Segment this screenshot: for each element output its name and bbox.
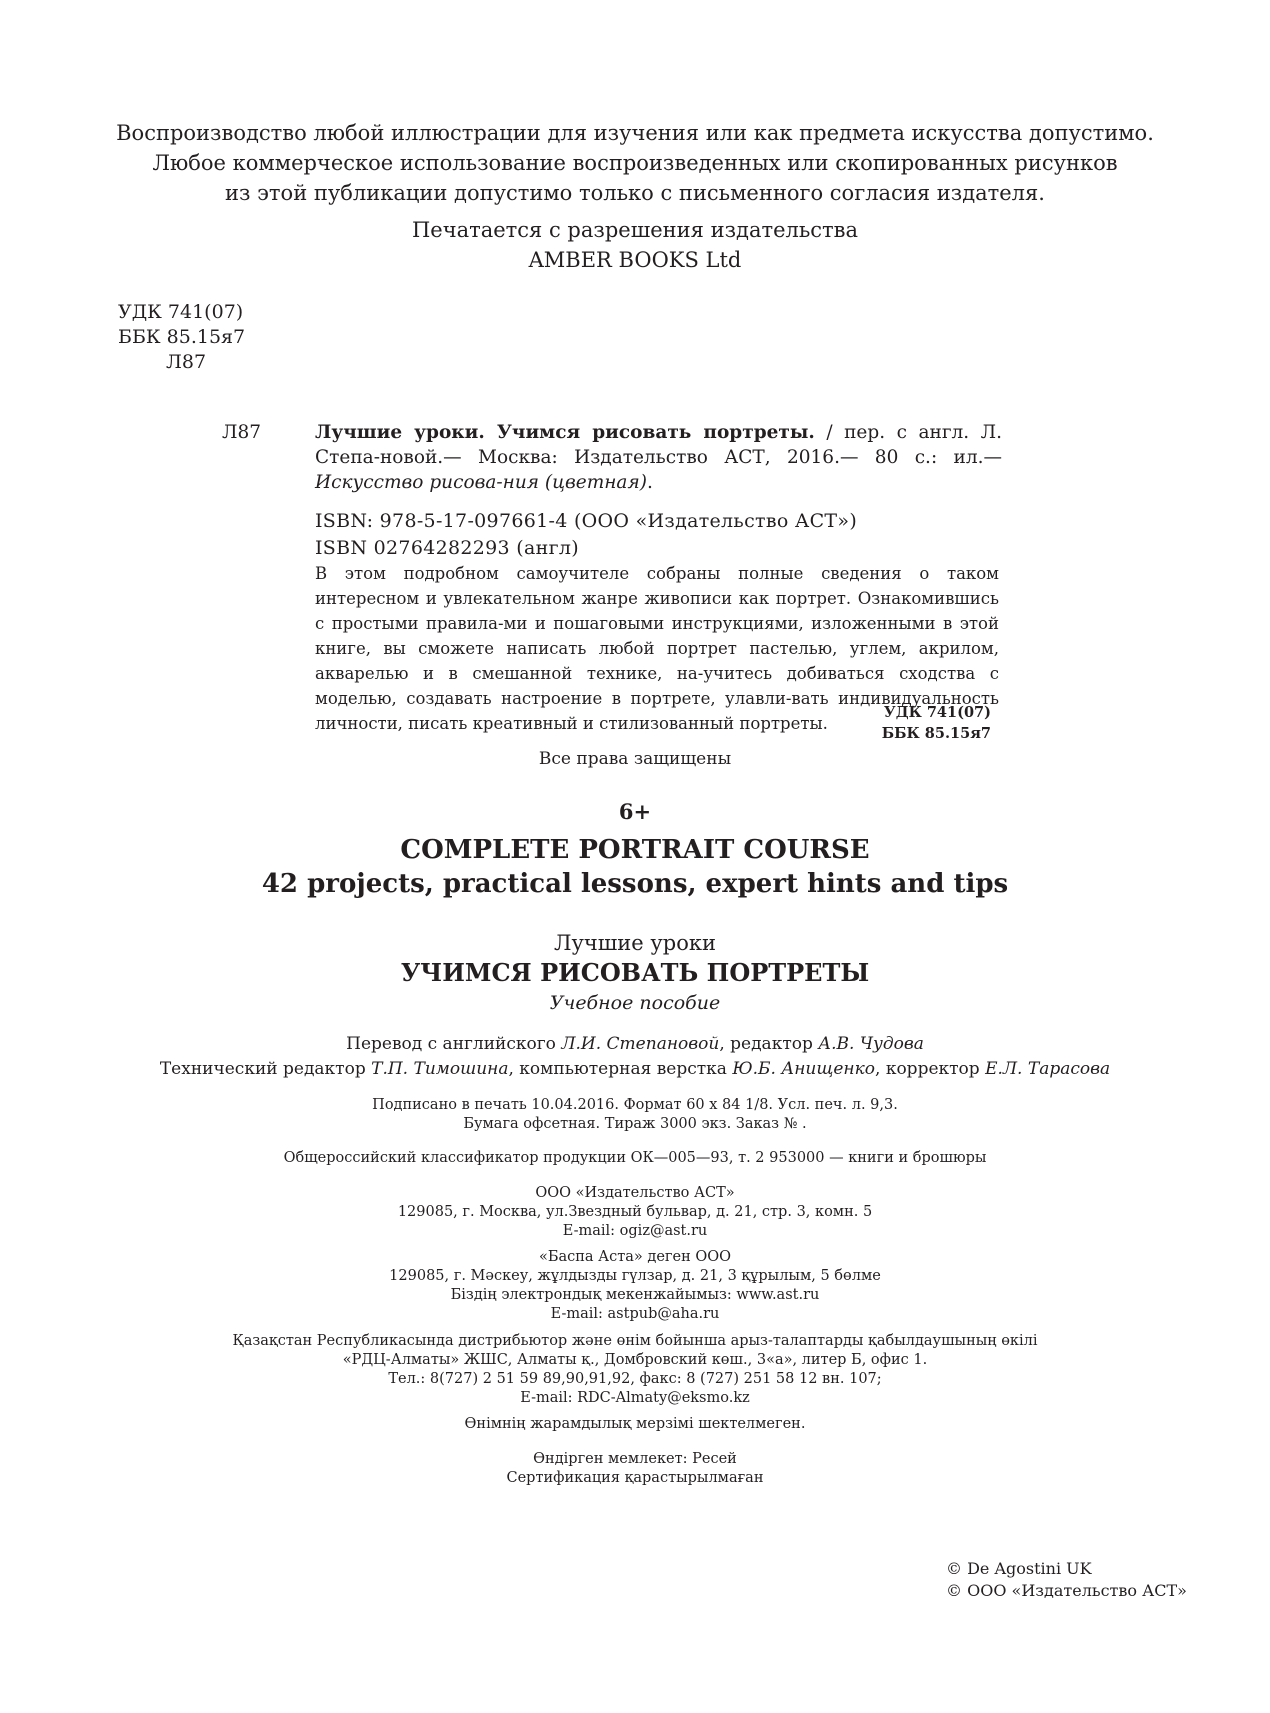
english-title-main: COMPLETE PORTRAIT COURSE	[400, 835, 870, 865]
layout-designer: Ю.Б. Анищенко	[732, 1059, 876, 1079]
copyright	[946, 1558, 1187, 1602]
biblio-text	[222, 420, 1002, 495]
tech-editor: Т.П. Тимошина	[371, 1059, 509, 1079]
notice-line: Любое коммерческое использование воспроизведенных или скопированных рисунков	[152, 151, 1118, 175]
publisher-site: Біздің электрондық мекенжайымыз: www.ast.ru	[450, 1287, 820, 1303]
publisher-name: «Баспа Аста» деген ООО	[538, 1249, 732, 1265]
rights-reserved: Все права защищены	[538, 749, 732, 769]
isbn-ru: ISBN: 978-5-17-097661-4 (ООО «Издательство АСТ»)	[315, 510, 858, 532]
print-info	[0, 1096, 1270, 1134]
classification-codes	[118, 300, 245, 375]
publisher-kazakh	[0, 1248, 1270, 1324]
translator: Л.И. Степановой	[561, 1034, 720, 1054]
permission-line: Печатается с разрешения издательства	[411, 218, 859, 242]
russian-title	[0, 929, 1270, 1017]
editor: А.В. Чудова	[818, 1034, 924, 1054]
distributor-email: E-mail: RDC-Almaty@eksmo.kz	[520, 1390, 750, 1406]
book-type: Учебное пособие	[549, 992, 721, 1014]
copyright-line: © De Agostini UK	[946, 1559, 1092, 1578]
permission-publisher: AMBER BOOKS Ltd	[528, 248, 742, 272]
product-classifier: Общероссийский классификатор продукции ОК—005—93, т. 2 953000 — книги и брошюры	[283, 1150, 987, 1166]
print-line-2: Бумага офсетная. Тираж 3000 экз. Заказ № .	[463, 1116, 807, 1132]
origin-country: Өндірген мемлекет: Ресей	[533, 1451, 737, 1467]
origin-info	[0, 1450, 1270, 1488]
copyright-line: © ООО «Издательство АСТ»	[946, 1581, 1187, 1600]
translation-label: Перевод с английского	[346, 1034, 562, 1054]
annotation: В этом подробном самоучителе собраны полные сведения о таком интересном и увлекательном жанре живописи как портрет. Ознакомившись с простыми правила-ми и пошаговыми инструкциями, изложенными в этой книге, вы сможете написать любой портрет пастелью, углем, акрилом, акварелью и в смешанной технике, на-учитесь добиваться сходства с моделью, создавать настроение в портрете, улавли-вать индивидуальность личности, писать креативный и стилизованный портреты.	[315, 564, 999, 733]
biblio-author-mark: Л87	[222, 422, 261, 443]
english-title-subtitle: 42 projects, practical lessons, expert hints and tips	[261, 869, 1009, 899]
russian-title-main: УЧИМСЯ РИСОВАТЬ ПОРТРЕТЫ	[400, 958, 870, 987]
series-name: Лучшие уроки	[554, 931, 716, 955]
publisher-email: E-mail: ogiz@ast.ru	[562, 1223, 708, 1239]
author-mark: Л87	[166, 351, 207, 373]
publisher-name: ООО «Издательство АСТ»	[535, 1185, 735, 1201]
corrector: Е.Л. Тарасова	[985, 1059, 1111, 1079]
print-line-1: Подписано в печать 10.04.2016. Формат 60 x 84 1/8. Усл. печ. л. 9,3.	[372, 1097, 898, 1113]
shelf-life: Өнімнің жарамдылық мерзімі шектелмеген.	[464, 1416, 806, 1432]
biblio-end: .	[646, 472, 653, 493]
distributor-line: Тел.: 8(727) 2 51 59 89,90,91,92, факс: 8 (727) 251 58 12 вн. 107;	[388, 1371, 882, 1387]
editor-label: , редактор	[719, 1034, 819, 1054]
isbn-en: ISBN 02764282293 (англ)	[315, 537, 579, 559]
classification-codes-repeat	[700, 702, 991, 744]
layout-label: , компьютерная верстка	[508, 1059, 733, 1079]
biblio-details: / пер. с англ. Л. Степа-новой.— Москва: Издательство АСТ, 2016.— 80 с.: ил.—	[315, 422, 1002, 468]
english-title	[0, 833, 1270, 901]
age-rating: 6+	[618, 799, 652, 824]
credits-line-2	[0, 1057, 1270, 1082]
bbk-code: ББК 85.15я7	[118, 326, 246, 348]
distributor-line: «РДЦ-Алматы» ЖШС, Алматы қ., Домбровский көш., 3«а», литер Б, офис 1.	[342, 1352, 928, 1368]
distributor-info	[0, 1332, 1270, 1408]
reproduction-notice	[0, 118, 1270, 208]
udk-code: УДК 741(07)	[883, 704, 991, 721]
isbn-block	[315, 508, 857, 562]
biblio-title: Лучшие уроки. Учимся рисовать портреты.	[315, 422, 815, 443]
certification: Сертификация қарастырылмаған	[506, 1470, 764, 1486]
publisher-russian	[0, 1184, 1270, 1241]
corrector-label: , корректор	[875, 1059, 986, 1079]
publisher-address: 129085, г. Москва, ул.Звездный бульвар, д. 21, стр. 3, комн. 5	[397, 1204, 873, 1220]
publisher-address: 129085, г. Мәскеу, жұлдызды гүлзар, д. 21, 3 құрылым, 5 бөлме	[389, 1268, 881, 1284]
publisher-email: E-mail: astpub@aha.ru	[550, 1306, 720, 1322]
permission-notice	[0, 215, 1270, 275]
credits	[0, 1032, 1270, 1082]
notice-line: из этой публикации допустимо только с письменного согласия издателя.	[225, 181, 1045, 205]
notice-line: Воспроизводство любой иллюстрации для изучения или как предмета искусства допустимо.	[116, 121, 1154, 145]
tech-editor-label: Технический редактор	[159, 1059, 372, 1079]
udk-code: УДК 741(07)	[118, 301, 244, 323]
credits-line-1	[0, 1032, 1270, 1057]
bibliographic-record	[222, 420, 1002, 495]
distributor-line: Қазақстан Республикасында дистрибьютор және өнім бойынша арыз-талаптарды қабылдаушының өкілі	[232, 1333, 1038, 1349]
bbk-code: ББК 85.15я7	[881, 725, 991, 742]
biblio-series: Искусство рисова-ния (цветная)	[315, 472, 647, 493]
